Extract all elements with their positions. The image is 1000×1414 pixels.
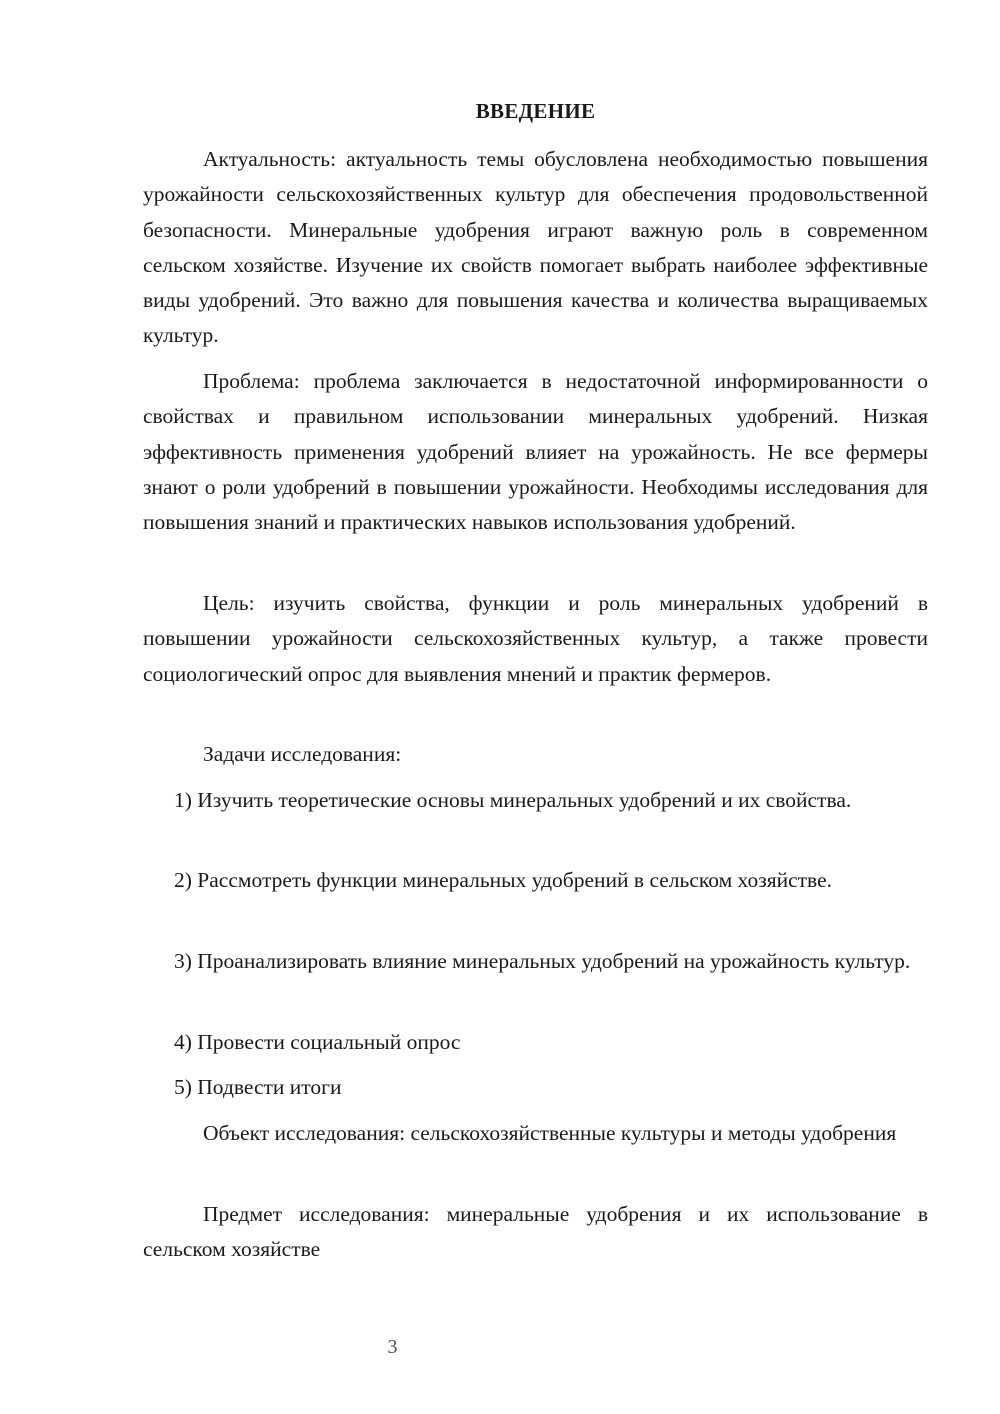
task-item-4: 4) Провести социальный опрос — [174, 1030, 461, 1054]
task-item-2: 2) Рассмотреть функции минеральных удобрений в сельском хозяйстве. — [174, 868, 832, 892]
task-item-3: 3) Проанализировать влияние минеральных удобрений на урожайность культур. — [174, 949, 911, 973]
task-item-1: 1) Изучить теоретические основы минеральных удобрений и их свойства. — [174, 788, 852, 812]
tasks-heading: Задачи исследования: — [203, 742, 402, 766]
subject-paragraph: Предмет исследования: минеральные удобрения и их использование в сельском хозяйстве — [143, 1202, 928, 1262]
page-number: 3 — [387, 1336, 398, 1358]
section-title: ВВЕДЕНИЕ — [475, 99, 596, 123]
object-paragraph: Объект исследования: сельскохозяйственные культуры и методы удобрения — [203, 1121, 897, 1145]
relevance-paragraph: Актуальность: актуальность темы обусловлена необходимостью повышения урожайности сельскохозяйственных культур для обеспечения продовольственной безопасности. Минеральные удобрения играют важную роль в современном сельском хозяйстве. Изучение их свойств помогает выбрать наиболее эффективные виды удобрений. Это важно для повышения качества и количества выращиваемых культур. — [143, 147, 928, 348]
problem-paragraph: Проблема: проблема заключается в недостаточной информированности о свойствах и правильном использовании минеральных удобрений. Низкая эффективность применения удобрений влияет на урожайность. Не все фермеры знают о роли удобрений в повышении урожайности. Необходимы исследования для повышения знаний и практических навыков использования удобрений. — [143, 369, 928, 535]
task-item-5: 5) Подвести итоги — [174, 1075, 342, 1099]
goal-paragraph: Цель: изучить свойства, функции и роль минеральных удобрений в повышении урожайности сельскохозяйственных культур, а также провести социологический опрос для выявления мнений и практик фермеров. — [143, 591, 928, 686]
